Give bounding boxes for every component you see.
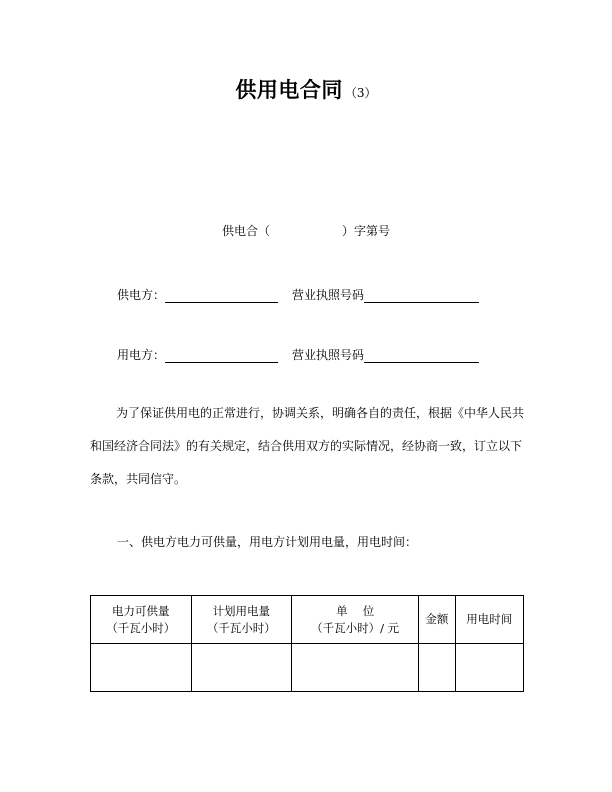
table-cell[interactable] bbox=[419, 644, 455, 692]
header-line: 电力可供量 bbox=[112, 603, 170, 618]
table-header-row bbox=[91, 596, 524, 644]
supplier-license-label: 营业执照号码 bbox=[292, 288, 365, 302]
preamble-line: 条款，共同信守。 bbox=[90, 472, 187, 486]
preamble-line: 为了保证供用电的正常进行，协调关系，明确各自的责任，根据《中华人民共 bbox=[116, 406, 525, 420]
header-cell-amount bbox=[419, 596, 455, 644]
contract-number-suffix: ）字第号 bbox=[342, 224, 391, 238]
header-line: （千瓦小时）/ 元 bbox=[311, 620, 400, 635]
supplier-label: 供电方： bbox=[117, 288, 166, 302]
contract-number-line bbox=[0, 222, 612, 239]
supplier-license-blank bbox=[364, 289, 479, 303]
table-cell[interactable] bbox=[91, 644, 192, 692]
title-suffix: （3） bbox=[344, 86, 377, 100]
header-line: 金额 bbox=[425, 612, 449, 626]
header-line: （千瓦小时） bbox=[206, 620, 276, 635]
header-line: 计划用电量 bbox=[212, 603, 271, 618]
table-cell[interactable] bbox=[455, 644, 523, 692]
header-cell-unit bbox=[292, 596, 419, 644]
title-main: 供用电合同 bbox=[235, 78, 343, 102]
header-line: （千瓦小时） bbox=[106, 620, 176, 635]
header-cell-planned bbox=[191, 596, 292, 644]
header-line: 单 位 bbox=[336, 603, 375, 618]
consumer-name-blank bbox=[165, 349, 278, 363]
contract-number-prefix: 供电合（ bbox=[221, 224, 270, 238]
consumer-license-blank bbox=[364, 349, 479, 363]
consumer-license-label: 营业执照号码 bbox=[292, 348, 365, 362]
header-cell-supply bbox=[91, 596, 192, 644]
table-row bbox=[91, 644, 524, 692]
clause-1-heading: 一、供电方电力可供量，用电方计划用电量，用电时间： bbox=[117, 535, 418, 549]
supplier-row bbox=[117, 286, 479, 303]
document-title bbox=[0, 74, 612, 104]
consumer-label: 用电方： bbox=[117, 348, 166, 362]
supply-table bbox=[90, 595, 524, 692]
table-cell[interactable] bbox=[292, 644, 419, 692]
supplier-name-blank bbox=[165, 289, 278, 303]
header-cell-time bbox=[455, 596, 523, 644]
table-cell[interactable] bbox=[191, 644, 292, 692]
consumer-row bbox=[117, 346, 479, 363]
preamble-line: 和国经济合同法》的有关规定，结合供用双方的实际情况，经协商一致，订立以下 bbox=[90, 439, 523, 453]
header-line: 用电时间 bbox=[466, 612, 513, 626]
preamble-paragraph bbox=[90, 397, 530, 496]
